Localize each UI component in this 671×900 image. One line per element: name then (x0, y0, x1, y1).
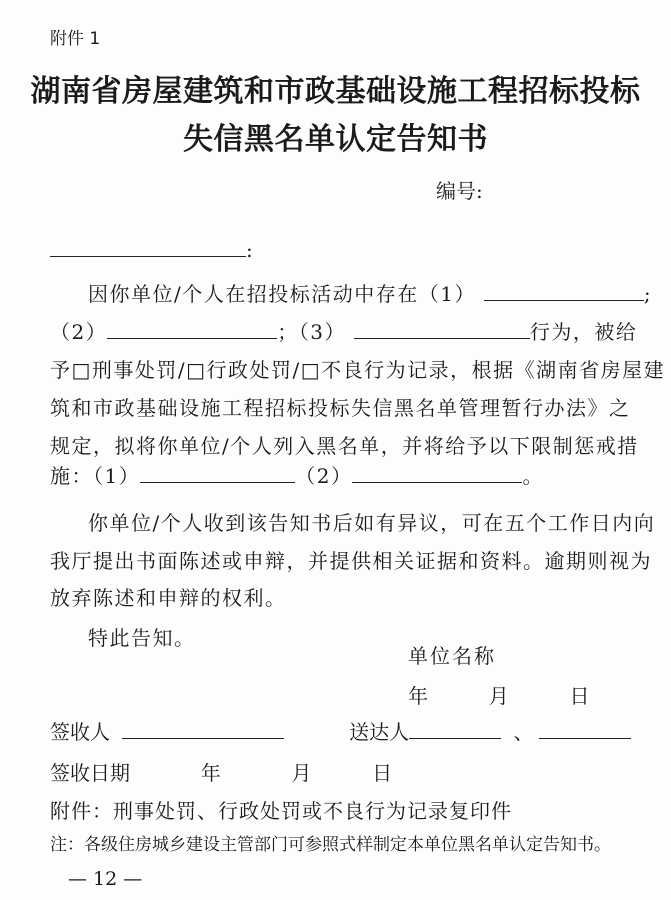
receipt-line (50, 716, 631, 745)
addressee-colon: : (246, 238, 255, 262)
year-label: 年 (200, 761, 221, 785)
unit-name-label: 单位名称 (408, 644, 496, 668)
body-line-2 (50, 316, 637, 345)
body-text: 行为，被给 (529, 320, 638, 344)
deliverer-blank-2 (539, 720, 631, 739)
objection-line-3: 放弃陈述和申辩的权利。 (50, 586, 287, 610)
deliverer-blank-1 (409, 720, 501, 739)
blank-2 (107, 320, 277, 339)
blank-1 (484, 282, 644, 301)
receipt-date-line (50, 757, 392, 786)
body-line-1 (88, 278, 652, 307)
document-title-line1: 湖南省房屋建筑和市政基础设施工程招标投标 (30, 74, 641, 109)
deliverer-label: 送达人 (349, 720, 410, 744)
addressee-blank (50, 238, 246, 257)
addressee-line (50, 238, 254, 262)
issue-date (408, 680, 589, 709)
measure-blank-1 (140, 464, 295, 483)
body-line-3: 予□刑事处罚/□行政处罚/□不良行为记录，根据《湖南省房屋建 (50, 358, 666, 382)
objection-line-2: 我厅提出书面陈述或申辩，并提供相关证据和资料。逾期则视为 (50, 549, 652, 573)
punctuation: ; (643, 282, 653, 306)
body-line-6 (50, 460, 544, 489)
notice-closing: 特此告知。 (88, 626, 196, 650)
body-line-5: 规定，拟将你单位/个人列入黑名单，并将给予以下限制惩戒措 (50, 434, 639, 458)
receipt-date-label: 签收日期 (50, 761, 130, 785)
document-title-line2: 失信黑名单认定告知书 (183, 122, 488, 157)
body-text: ；（3） (277, 320, 346, 344)
body-line-4: 筑和市政基础设施工程招标投标失信黑名单管理暂行办法》之 (50, 396, 631, 420)
receiver-label: 签收人 (50, 720, 110, 744)
year-label: 年 (408, 684, 428, 708)
attachment-number: 附件 1 (50, 29, 101, 49)
punctuation: 。 (522, 464, 544, 488)
body-text: （2） (295, 464, 353, 488)
month-label: 月 (488, 684, 509, 708)
serial-number-label: 编号: (436, 179, 483, 203)
blank-3 (354, 320, 530, 339)
month-label: 月 (291, 761, 312, 785)
page-number: — 12 — (68, 868, 143, 890)
body-text: 因你单位/个人在招投标活动中存在（1） (88, 282, 476, 306)
measure-blank-2 (352, 464, 522, 483)
day-label: 日 (569, 684, 590, 708)
separator: 、 (513, 720, 534, 744)
objection-line-1: 你单位/个人收到该告知书后如有异议，可在五个工作日内向 (88, 511, 656, 535)
receiver-blank (122, 720, 284, 739)
body-text: 施：（1） (50, 464, 141, 488)
body-text: （2） (50, 320, 108, 344)
attachment-description: 附件：刑事处罚、行政处罚或不良行为记录复印件 (50, 799, 512, 823)
footnote: 注：各级住房城乡建设主管部门可参照式样制定本单位黑名单认定告知书。 (50, 835, 611, 855)
day-label: 日 (372, 761, 393, 785)
